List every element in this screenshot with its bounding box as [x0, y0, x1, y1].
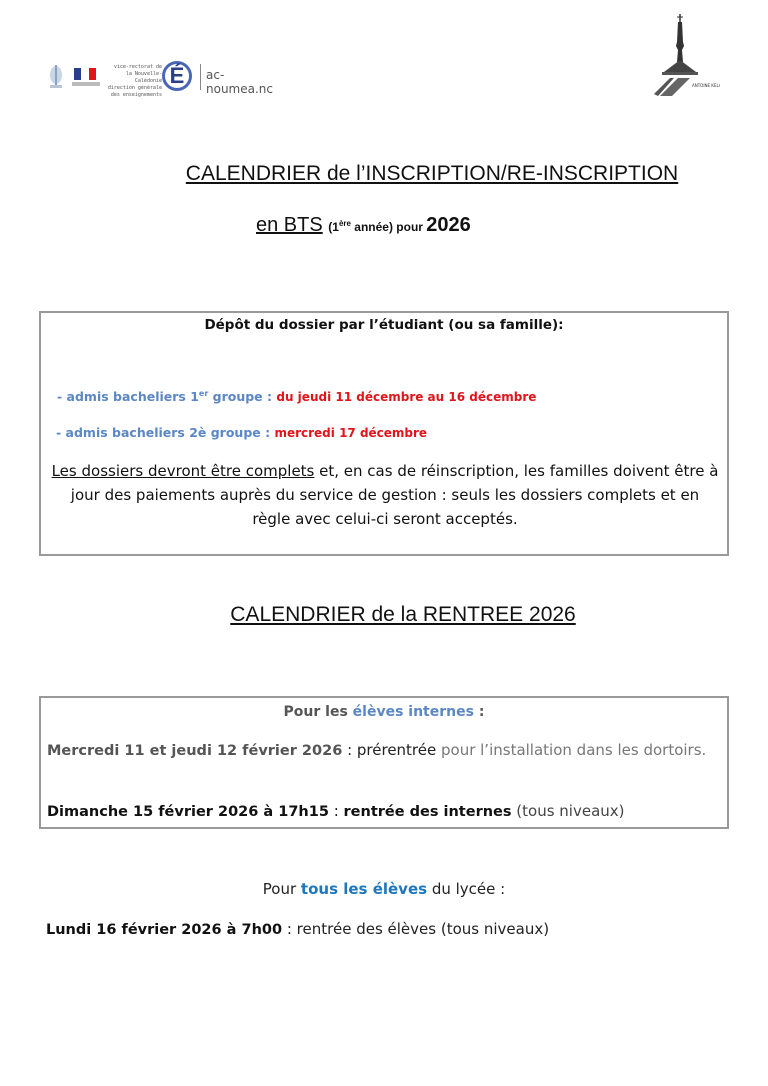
flag-caption [72, 82, 100, 86]
internes-heading-prefix: Pour les [283, 704, 353, 720]
label-suffix: groupe : [208, 389, 277, 405]
rentree-internes-rest: (tous niveaux) [511, 802, 625, 820]
subtitle-paren: (1 [328, 220, 339, 234]
all-heading-prefix: Pour [262, 880, 301, 898]
deposit-note-rest: et, en cas de réinscription, les familles doivent être à jour des paiements auprès du service de gestion : seuls les dossiers complets et en règle avec celui-ci seront acceptés. [70, 462, 719, 528]
subtitle-sup: ère [338, 219, 351, 228]
label-prefix: - admis bacheliers 1 [57, 389, 199, 405]
internes-heading [41, 704, 727, 720]
all-students-heading [0, 880, 768, 898]
deposit-item [56, 425, 427, 440]
academy-logo [48, 60, 278, 98]
lycee-logo [640, 12, 720, 100]
all-students-rest: : rentrée des élèves (tous niveaux) [282, 920, 550, 938]
page-subtitle [256, 214, 471, 237]
all-students-line [46, 920, 549, 938]
label-sup: er [198, 389, 209, 398]
education-e-icon: É [162, 61, 192, 91]
prerentree-date: Mercredi 11 et jeudi 12 février 2026 [47, 743, 343, 759]
deposit-note [51, 459, 719, 531]
rentree-internes-sep: : [328, 802, 344, 820]
deposit-item-date: du jeudi 11 décembre au 16 décembre [276, 390, 537, 405]
rentree-internes-line [47, 802, 625, 820]
prerentree-sep: : [342, 741, 357, 759]
logo-separator [200, 64, 201, 90]
subtitle-year: 2026 [426, 214, 471, 236]
deposit-item-label [57, 389, 276, 404]
domain-text: ac-noumea.nc [206, 68, 273, 96]
french-flag-icon [74, 68, 96, 80]
deposit-note-underlined: Les dossiers devront être complets [51, 462, 315, 480]
prerentree-line [47, 738, 707, 764]
all-students-date: Lundi 16 février 2026 à 7h00 [46, 922, 283, 938]
vice-rectorat-text: vice-rectorat de la Nouvelle-Calédonie direction générale des enseignements [107, 64, 162, 98]
subtitle-annee: année) pour [350, 220, 427, 234]
right-logo-caption: ANTOINE KELA [692, 83, 720, 88]
all-heading-highlight: tous les élèves [300, 880, 428, 898]
label-prefix: - admis bacheliers 2è groupe : [56, 425, 275, 440]
subtitle-bts: en BTS [256, 214, 323, 236]
deposit-item-date: mercredi 17 décembre [274, 426, 428, 440]
internes-box [39, 696, 729, 829]
rentree-internes-date: Dimanche 15 février 2026 à 17h15 [47, 804, 329, 820]
deposit-heading: Dépôt du dossier par l’étudiant (ou sa famille): [204, 317, 564, 333]
page-title: CALENDRIER de l’INSCRIPTION/RE-INSCRIPTION [185, 162, 679, 185]
rentree-title: CALENDRIER de la RENTREE 2026 [230, 603, 576, 626]
internes-heading-suffix: : [473, 704, 485, 720]
prerentree-rest: pour l’installation dans les dortoirs. [436, 741, 707, 759]
prerentree-label: prérentrée [356, 741, 437, 759]
subtitle-year-label [328, 220, 426, 234]
deposit-item-label [56, 425, 274, 440]
government-emblem-icon [48, 63, 64, 89]
rentree-internes-label: rentrée des internes [343, 804, 512, 820]
internes-heading-highlight: élèves internes [352, 704, 474, 720]
all-heading-suffix: du lycée : [427, 880, 506, 898]
deposit-box [39, 311, 729, 556]
deposit-item [57, 389, 536, 404]
